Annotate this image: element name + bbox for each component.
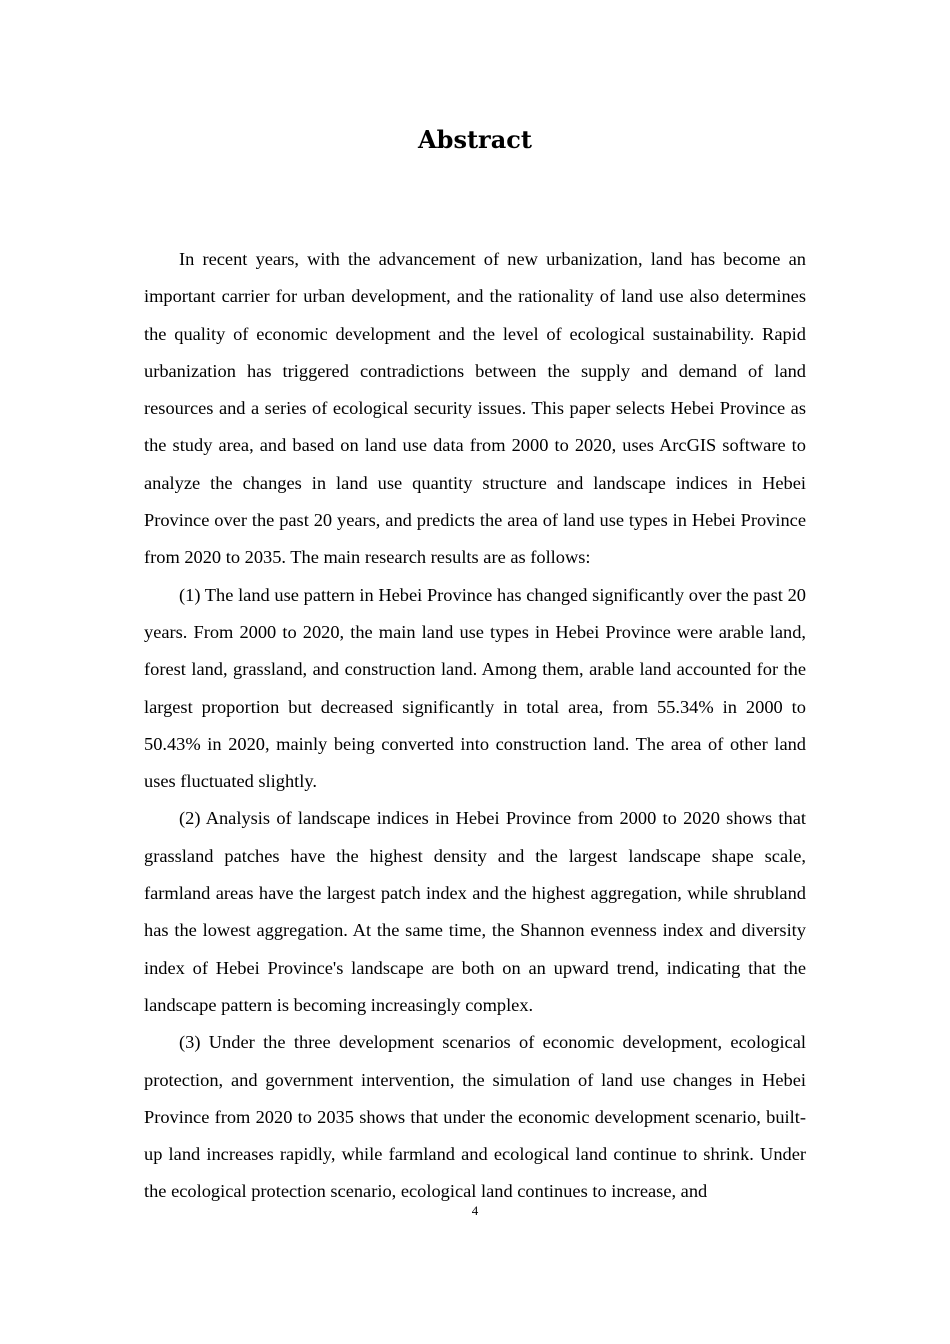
abstract-body	[144, 241, 806, 1211]
page-title: Abstract	[418, 125, 532, 154]
page-number: 4	[471, 1203, 479, 1218]
abstract-paragraph-result-3: (3) Under the three development scenarios of economic development, ecological protection, and government intervention, the simulation of land use changes in Hebei Province from 2020 to 2035 shows that under the economic development scenario, built-up land increases rapidly, while farmland and ecological land continue to shrink. Under the ecological protection scenario, ecological land continues to increase, and	[144, 1032, 806, 1202]
abstract-paragraph-intro: In recent years, with the advancement of new urbanization, land has become an important carrier for urban development, and the rationality of land use also determines the quality of economic development and the level of ecological sustainability. Rapid urbanization has triggered contradictions between the supply and demand of land resources and a series of ecological security issues. This paper selects Hebei Province as the study area, and based on land use data from 2000 to 2020, uses ArcGIS software to analyze the changes in land use quantity structure and landscape indices in Hebei Province over the past 20 years, and predicts the area of land use types in Hebei Province from 2020 to 2035. The main research results are as follows:	[144, 249, 806, 568]
abstract-paragraph-result-2: (2) Analysis of landscape indices in Hebei Province from 2000 to 2020 shows that grassland patches have the highest density and the largest landscape shape scale, farmland areas have the largest patch index and the highest aggregation, while shrubland has the lowest aggregation. At the same time, the Shannon evenness index and diversity index of Hebei Province's landscape are both on an upward trend, indicating that the landscape pattern is becoming increasingly complex.	[144, 808, 806, 1015]
abstract-paragraph-result-1: (1) The land use pattern in Hebei Province has changed significantly over the past 20 years. From 2000 to 2020, the main land use types in Hebei Province were arable land, forest land, grassland, and construction land. Among them, arable land accounted for the largest proportion but decreased significantly in total area, from 55.34% in 2000 to 50.43% in 2020, mainly being converted into construction land. The area of other land uses fluctuated slightly.	[144, 584, 806, 792]
